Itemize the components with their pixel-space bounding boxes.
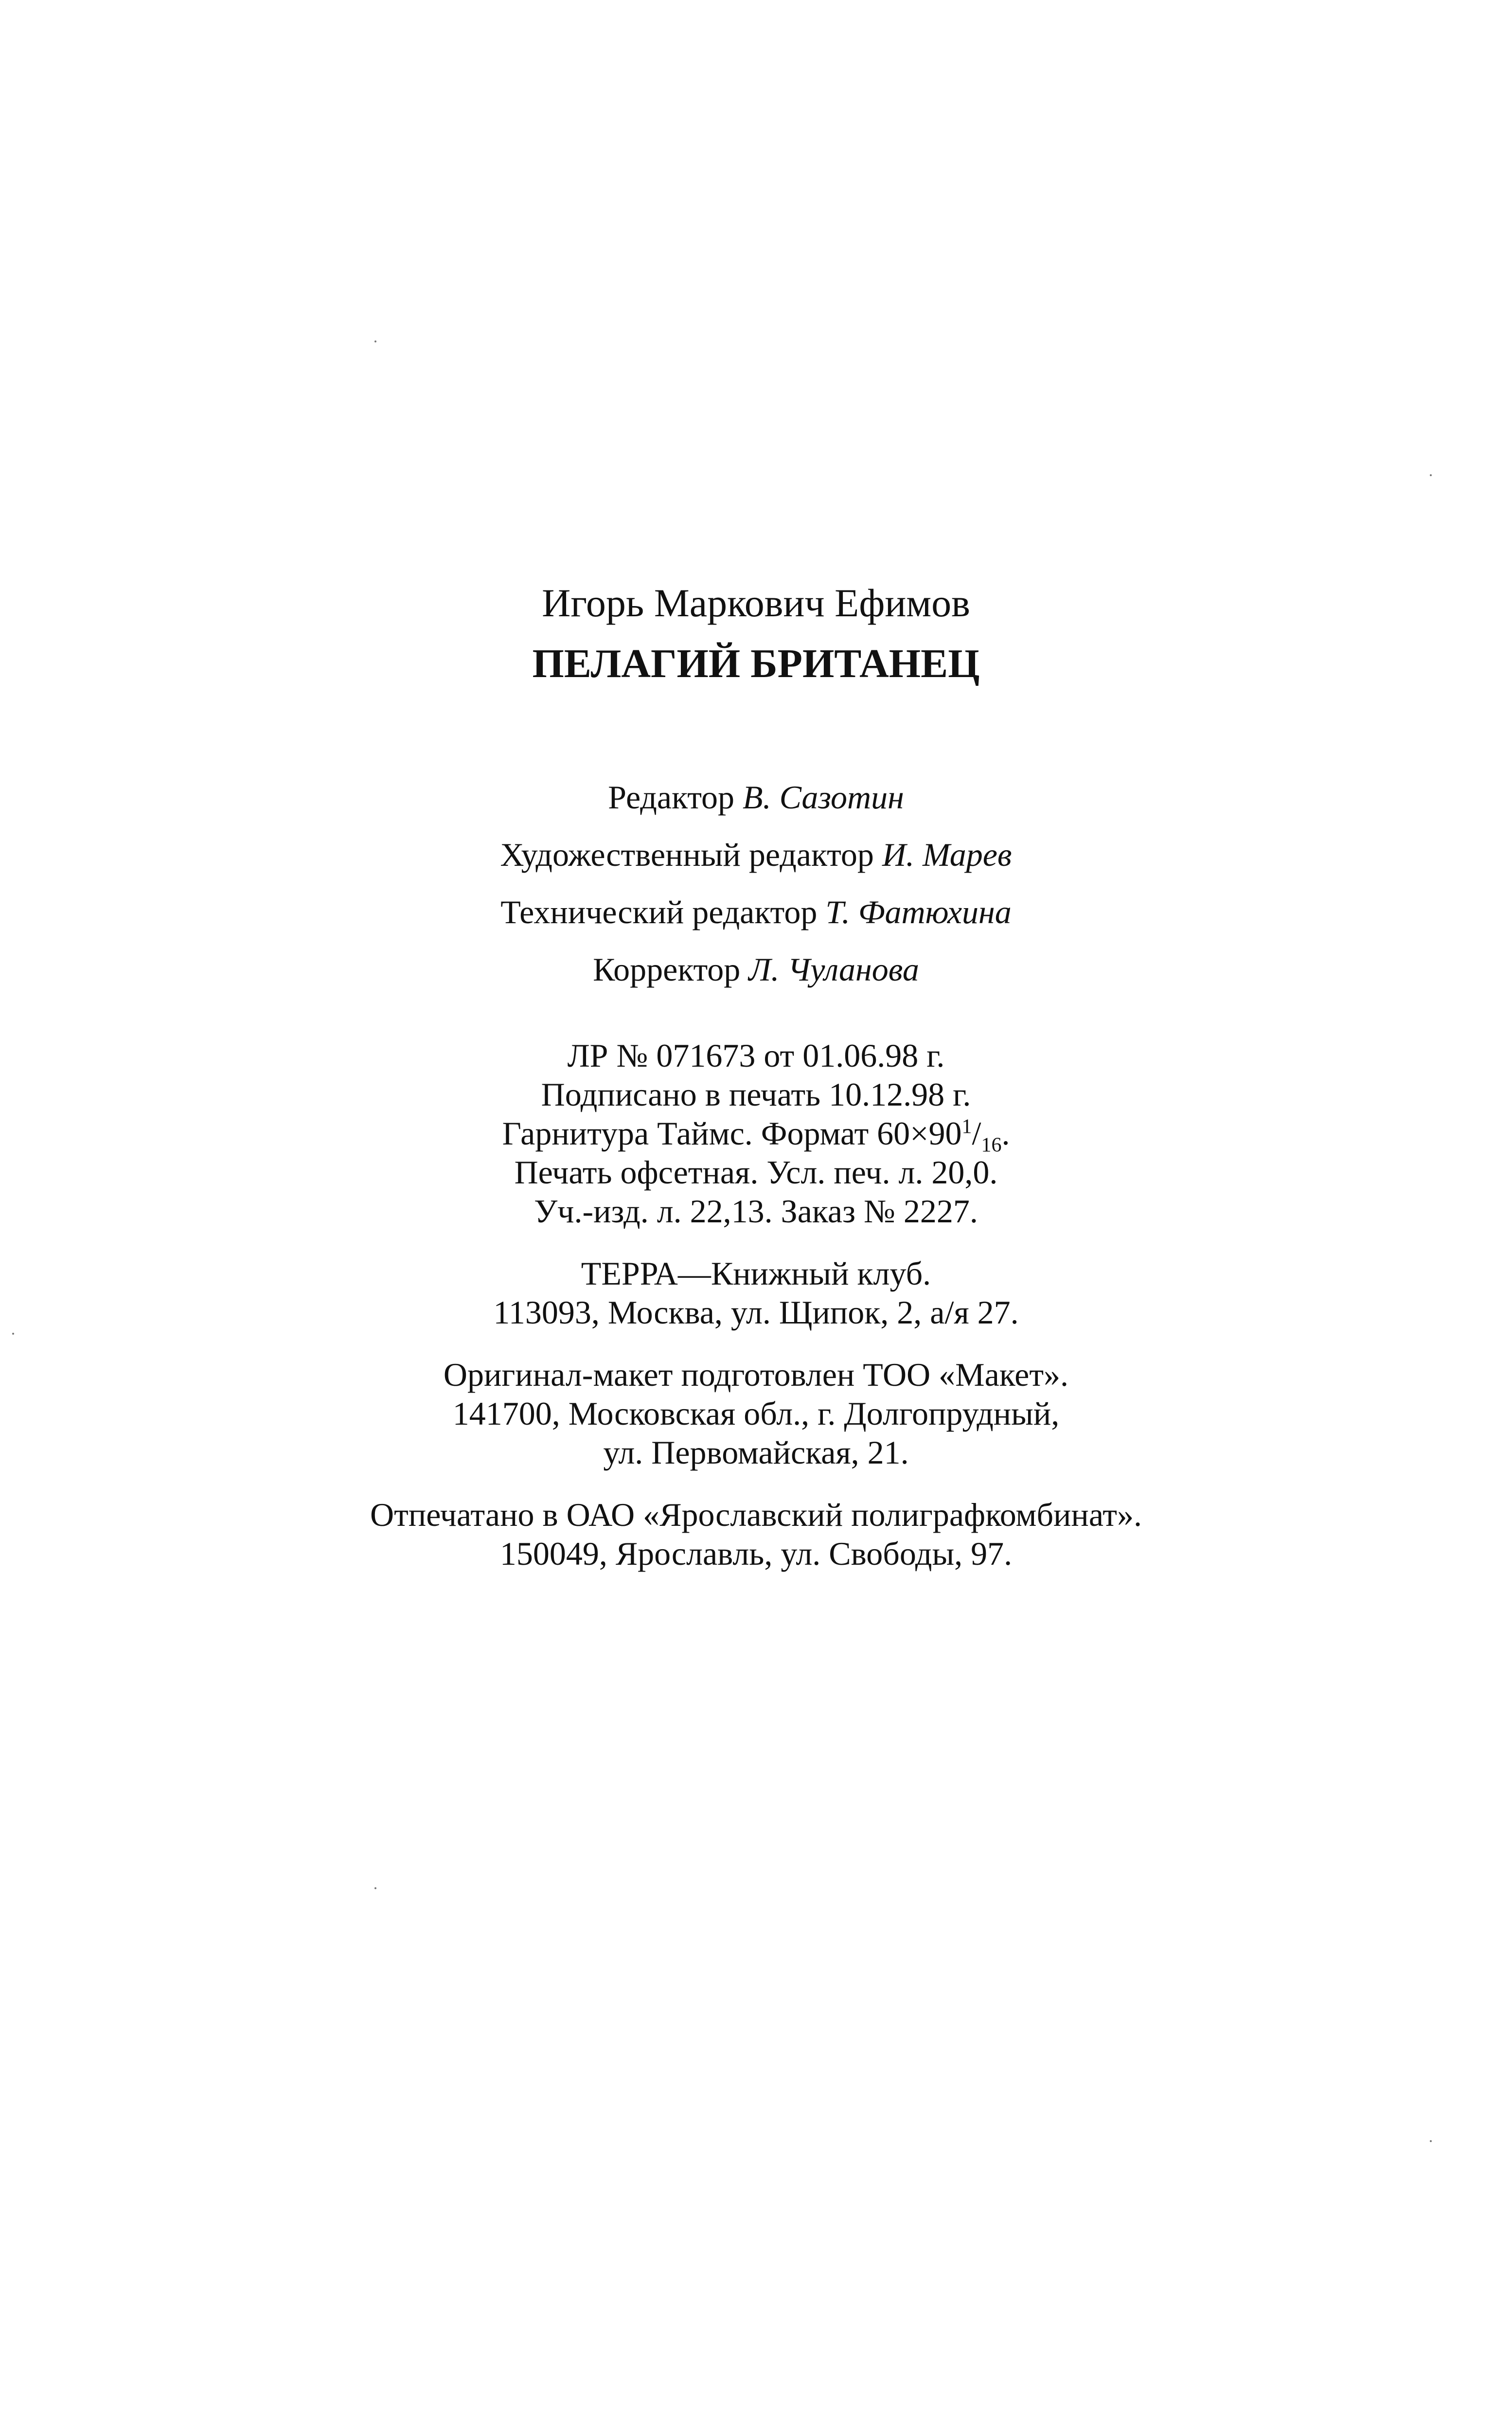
credit-name: И. Марев <box>882 836 1012 873</box>
credit-name: Л. Чуланова <box>748 951 919 988</box>
credit-role: Технический редактор <box>500 894 818 930</box>
credit-name: Т. Фатюхина <box>825 894 1012 930</box>
credit-editor <box>0 769 1512 826</box>
format-period: . <box>1001 1115 1010 1152</box>
license-line: ЛР № 071673 от 01.06.98 г. <box>567 1037 945 1074</box>
scan-speck <box>12 1333 14 1335</box>
layout-maker-address: 141700, Московская обл., г. Долгопрудный, <box>452 1395 1060 1432</box>
credit-proofreader <box>0 941 1512 998</box>
format-line <box>0 1114 1512 1157</box>
scan-speck <box>374 340 376 342</box>
book-author: Игорь Маркович Ефимов <box>542 581 970 625</box>
publisher-name: ТЕРРА—Книжный клуб. <box>581 1255 931 1292</box>
layout-maker-block <box>0 1355 1512 1472</box>
signed-line: Подписано в печать 10.12.98 г. <box>541 1076 971 1113</box>
credit-technical-editor <box>0 883 1512 941</box>
credit-role: Художественный редактор <box>500 836 874 873</box>
book-title: ПЕЛАГИЙ БРИТАНЕЦ <box>532 641 980 686</box>
order-line: Уч.-изд. л. 22,13. Заказ № 2227. <box>534 1193 978 1230</box>
format-denominator: 16 <box>981 1134 1002 1157</box>
credit-role: Редактор <box>608 779 735 816</box>
format-text: Гарнитура Таймс. Формат 60×90 <box>502 1115 962 1152</box>
credits-list <box>0 769 1512 998</box>
printer-address: 150049, Ярославль, ул. Свободы, 97. <box>499 1535 1013 1572</box>
format-slash: / <box>972 1115 981 1152</box>
layout-maker-street: ул. Первомайская, 21. <box>603 1434 909 1471</box>
credit-art-editor <box>0 826 1512 883</box>
scan-speck <box>1430 2140 1432 2142</box>
format-numerator: 1 <box>961 1115 972 1138</box>
imprint-details <box>0 1036 1512 1231</box>
scan-speck <box>374 1887 376 1889</box>
credit-name: В. Сазотин <box>743 779 904 816</box>
scan-speck <box>1430 474 1432 476</box>
publisher-block <box>0 1254 1512 1332</box>
printer-block <box>0 1495 1512 1573</box>
printer-name: Отпечатано в ОАО «Ярославский полиграфкомбинат». <box>370 1496 1142 1533</box>
colophon-block <box>0 574 1512 1573</box>
publisher-address: 113093, Москва, ул. Щипок, 2, а/я 27. <box>493 1294 1019 1331</box>
credit-role: Корректор <box>593 951 741 988</box>
print-line: Печать офсетная. Усл. печ. л. 20,0. <box>514 1154 998 1191</box>
layout-maker-name: Оригинал-макет подготовлен ТОО «Макет». <box>443 1356 1069 1393</box>
